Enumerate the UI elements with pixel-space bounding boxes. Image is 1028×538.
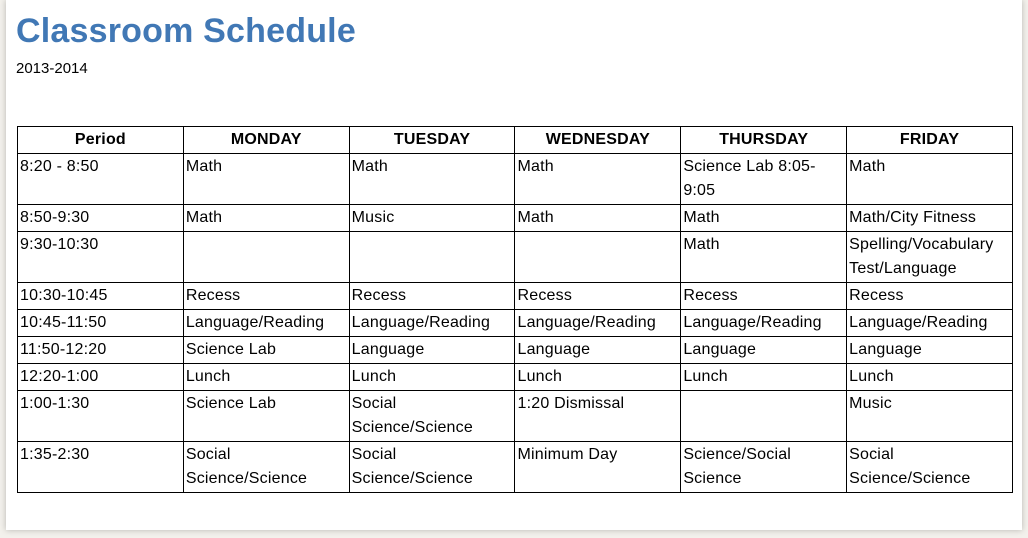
table-cell: Lunch: [515, 364, 681, 391]
table-cell: Social Science/Science: [847, 442, 1013, 493]
table-cell: Spelling/Vocabulary Test/Language: [847, 232, 1013, 283]
table-cell: Math: [681, 205, 847, 232]
table-row: [18, 442, 1013, 493]
table-cell: Language/Reading: [183, 310, 349, 337]
table-cell: Music: [349, 205, 515, 232]
table-cell: Math/City Fitness: [847, 205, 1013, 232]
table-row: [18, 205, 1013, 232]
table-cell: Language: [515, 337, 681, 364]
table-cell: Lunch: [349, 364, 515, 391]
table-cell: Social Science/Science: [183, 442, 349, 493]
table-cell: Music: [847, 391, 1013, 442]
table-cell: Math: [515, 205, 681, 232]
table-cell: Math: [515, 154, 681, 205]
table-row: [18, 310, 1013, 337]
period-cell: 12:20-1:00: [18, 364, 184, 391]
period-cell: 1:35-2:30: [18, 442, 184, 493]
header-wednesday: WEDNESDAY: [515, 127, 681, 154]
table-cell: Social Science/Science: [349, 391, 515, 442]
table-cell: Lunch: [847, 364, 1013, 391]
table-cell: Science Lab: [183, 391, 349, 442]
table-cell: [515, 232, 681, 283]
table-cell: Recess: [681, 283, 847, 310]
table-cell: Recess: [183, 283, 349, 310]
header-monday: MONDAY: [183, 127, 349, 154]
table-cell: Language/Reading: [681, 310, 847, 337]
table-cell: Math: [183, 205, 349, 232]
table-cell: Language: [349, 337, 515, 364]
period-cell: 8:50-9:30: [18, 205, 184, 232]
header-tuesday: TUESDAY: [349, 127, 515, 154]
period-cell: 11:50-12:20: [18, 337, 184, 364]
header-friday: FRIDAY: [847, 127, 1013, 154]
period-cell: 10:30-10:45: [18, 283, 184, 310]
table-cell: Recess: [349, 283, 515, 310]
table-cell: Recess: [847, 283, 1013, 310]
school-year: 2013-2014: [16, 60, 88, 77]
document-page: [6, 0, 1022, 530]
table-cell: Recess: [515, 283, 681, 310]
period-cell: 10:45-11:50: [18, 310, 184, 337]
table-row: [18, 283, 1013, 310]
table-cell: Science Lab 8:05-9:05: [681, 154, 847, 205]
header-thursday: THURSDAY: [681, 127, 847, 154]
table-cell: 1:20 Dismissal: [515, 391, 681, 442]
table-row: [18, 232, 1013, 283]
table-cell: Math: [349, 154, 515, 205]
table-cell: Language: [681, 337, 847, 364]
period-cell: 8:20 - 8:50: [18, 154, 184, 205]
table-cell: Language/Reading: [349, 310, 515, 337]
table-row: [18, 154, 1013, 205]
table-cell: [183, 232, 349, 283]
table-cell: Science Lab: [183, 337, 349, 364]
table-cell: Lunch: [681, 364, 847, 391]
header-period: Period: [18, 127, 184, 154]
table-row: [18, 364, 1013, 391]
table-cell: Language/Reading: [847, 310, 1013, 337]
table-cell: Math: [847, 154, 1013, 205]
table-cell: [349, 232, 515, 283]
table-cell: Minimum Day: [515, 442, 681, 493]
page-title: Classroom Schedule: [16, 12, 356, 50]
table-cell: Language: [847, 337, 1013, 364]
table-row: [18, 391, 1013, 442]
table-cell: Lunch: [183, 364, 349, 391]
table-cell: [681, 391, 847, 442]
table-cell: Science/Social Science: [681, 442, 847, 493]
table-row: [18, 337, 1013, 364]
period-cell: 1:00-1:30: [18, 391, 184, 442]
table-cell: Math: [183, 154, 349, 205]
table-cell: Math: [681, 232, 847, 283]
period-cell: 9:30-10:30: [18, 232, 184, 283]
header-row: [18, 127, 1013, 154]
schedule-table: [17, 126, 1013, 493]
table-cell: Language/Reading: [515, 310, 681, 337]
table-cell: Social Science/Science: [349, 442, 515, 493]
